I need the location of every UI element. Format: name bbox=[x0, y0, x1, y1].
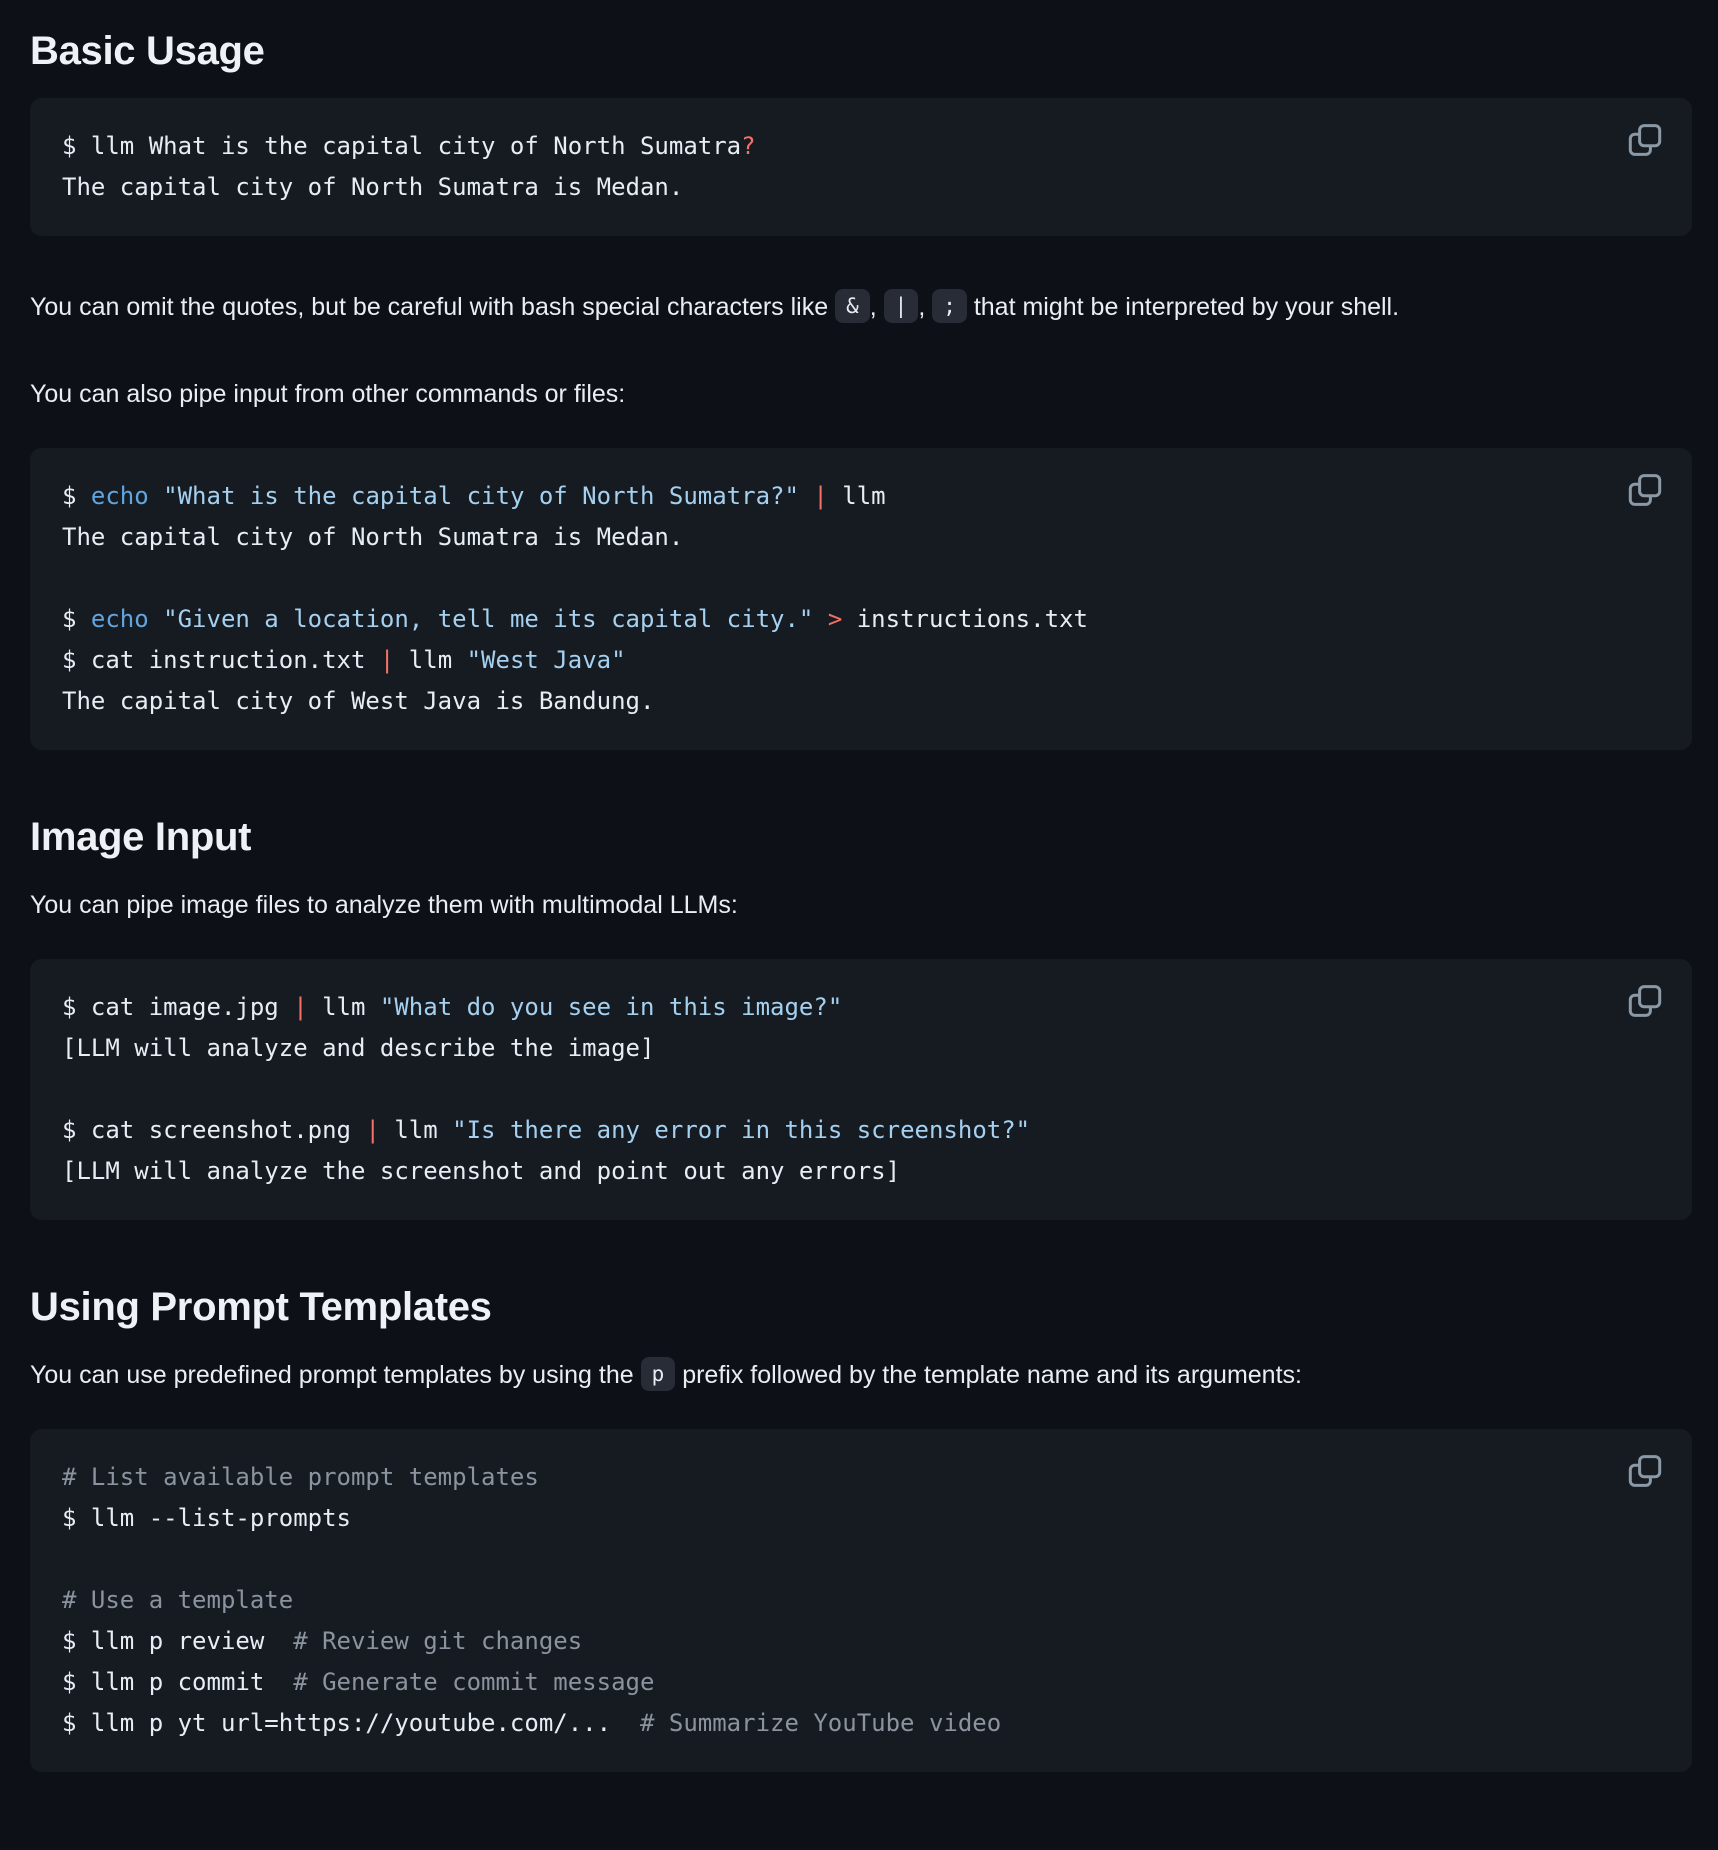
image-note-paragraph: You can pipe image files to analyze them with multimodal LLMs: bbox=[30, 891, 738, 919]
code-line bbox=[62, 167, 1602, 208]
code-token: $ cat image.jpg bbox=[62, 993, 294, 1021]
code-token: | bbox=[379, 646, 395, 674]
code-token: "What do you see in this image?" bbox=[379, 993, 843, 1021]
code-token: $ cat instruction.txt bbox=[62, 646, 380, 674]
code-line bbox=[62, 517, 1602, 558]
template-note-text: prefix followed by the template name and its arguments: bbox=[675, 1361, 1302, 1389]
code-token: llm bbox=[827, 482, 886, 510]
code-token: The capital city of North Sumatra is Medan. bbox=[62, 523, 684, 551]
code-line bbox=[62, 1580, 1602, 1621]
code-token: $ bbox=[62, 605, 91, 633]
code-token: | bbox=[365, 1116, 380, 1144]
code-token: $ llm p commit bbox=[62, 1668, 294, 1696]
copy-icon bbox=[1627, 1453, 1663, 1489]
code-token bbox=[149, 482, 163, 510]
code-token: llm bbox=[307, 993, 380, 1021]
code-token: $ llm --list-prompts bbox=[62, 1504, 351, 1532]
code-token: ? bbox=[741, 132, 756, 160]
copy-code-button[interactable] bbox=[1626, 1453, 1664, 1491]
code-token: echo bbox=[90, 605, 149, 633]
code-token: # Summarize YouTube video bbox=[639, 1709, 1002, 1737]
code-line bbox=[62, 1498, 1602, 1539]
template-note-paragraph bbox=[30, 1354, 1692, 1397]
section-image-input bbox=[30, 812, 1692, 1220]
quotes-note-separator: , bbox=[869, 293, 884, 321]
code-token: echo bbox=[90, 482, 149, 510]
code-token: "West Java" bbox=[466, 646, 626, 674]
code-line bbox=[62, 1703, 1602, 1744]
code-token: llm bbox=[394, 646, 467, 674]
code-token bbox=[813, 605, 827, 633]
code-block-prompt-templates bbox=[30, 1429, 1692, 1772]
basic-usage-heading: Basic Usage bbox=[30, 29, 265, 73]
inline-code-ampersand: & bbox=[835, 289, 870, 323]
code-token: # Review git changes bbox=[293, 1627, 583, 1655]
code-line bbox=[62, 1069, 1602, 1110]
code-line bbox=[62, 681, 1602, 722]
code-line bbox=[62, 640, 1602, 681]
quotes-note-text: You can omit the quotes, but be careful with bash special characters like bbox=[30, 293, 836, 321]
image-input-heading: Image Input bbox=[30, 815, 252, 859]
code-token: $ bbox=[62, 482, 91, 510]
code-line bbox=[62, 1151, 1602, 1192]
code-line bbox=[62, 599, 1602, 640]
code-line bbox=[62, 126, 1602, 167]
inline-code-p-prefix: p bbox=[641, 1357, 676, 1391]
quotes-note-separator: , bbox=[918, 293, 933, 321]
code-token: | bbox=[813, 482, 828, 510]
code-line bbox=[62, 1539, 1602, 1580]
code-token: The capital city of West Java is Bandung. bbox=[62, 687, 655, 715]
code-line bbox=[62, 1662, 1602, 1703]
code-token: llm bbox=[379, 1116, 453, 1144]
code-token: # Use a template bbox=[62, 1586, 294, 1614]
code-token: "What is the capital city of North Sumatra?" bbox=[163, 482, 799, 510]
inline-code-semicolon: ; bbox=[932, 289, 967, 323]
code-token: [LLM will analyze and describe the image] bbox=[62, 1034, 655, 1062]
quotes-note-paragraph bbox=[30, 286, 1692, 329]
code-block-basic-usage bbox=[30, 98, 1692, 236]
code-token: "Given a location, tell me its capital city." bbox=[163, 605, 814, 633]
code-block-pipe-input bbox=[30, 448, 1692, 750]
copy-code-button[interactable] bbox=[1626, 122, 1664, 160]
template-note-text: You can use predefined prompt templates by using the bbox=[30, 1361, 641, 1389]
section-prompt-templates bbox=[30, 1282, 1692, 1772]
inline-code-pipe: | bbox=[884, 289, 919, 323]
code-token: # Generate commit message bbox=[293, 1668, 655, 1696]
copy-code-button[interactable] bbox=[1626, 983, 1664, 1021]
code-line bbox=[62, 1457, 1602, 1498]
code-line bbox=[62, 987, 1602, 1028]
code-line bbox=[62, 1110, 1602, 1151]
code-token: # List available prompt templates bbox=[62, 1463, 539, 1491]
code-token: $ llm p review bbox=[62, 1627, 294, 1655]
code-line bbox=[62, 476, 1602, 517]
code-token: > bbox=[827, 605, 843, 633]
copy-icon bbox=[1627, 472, 1663, 508]
copy-icon bbox=[1627, 983, 1663, 1019]
pipe-note-paragraph: You can also pipe input from other commands or files: bbox=[30, 380, 626, 408]
code-block-image-input bbox=[30, 959, 1692, 1220]
code-token: $ llm What is the capital city of North Sumatra bbox=[62, 132, 742, 160]
code-line bbox=[62, 558, 1602, 599]
code-token: instructions.txt bbox=[842, 605, 1088, 633]
code-token: $ cat screenshot.png bbox=[62, 1116, 366, 1144]
quotes-note-text: that might be interpreted by your shell. bbox=[966, 293, 1400, 321]
code-token: | bbox=[293, 993, 308, 1021]
code-token bbox=[799, 482, 813, 510]
code-token bbox=[149, 605, 163, 633]
prompt-templates-heading: Using Prompt Templates bbox=[30, 1285, 492, 1329]
code-token: $ llm p yt url=https://youtube.com/... bbox=[62, 1709, 640, 1737]
code-token: "Is there any error in this screenshot?" bbox=[452, 1116, 1031, 1144]
code-token: The capital city of North Sumatra is Medan. bbox=[62, 173, 684, 201]
code-token: [LLM will analyze the screenshot and point out any errors] bbox=[62, 1157, 901, 1185]
copy-icon bbox=[1627, 122, 1663, 158]
code-line bbox=[62, 1028, 1602, 1069]
section-basic-usage bbox=[30, 26, 1692, 750]
code-line bbox=[62, 1621, 1602, 1662]
copy-code-button[interactable] bbox=[1626, 472, 1664, 510]
